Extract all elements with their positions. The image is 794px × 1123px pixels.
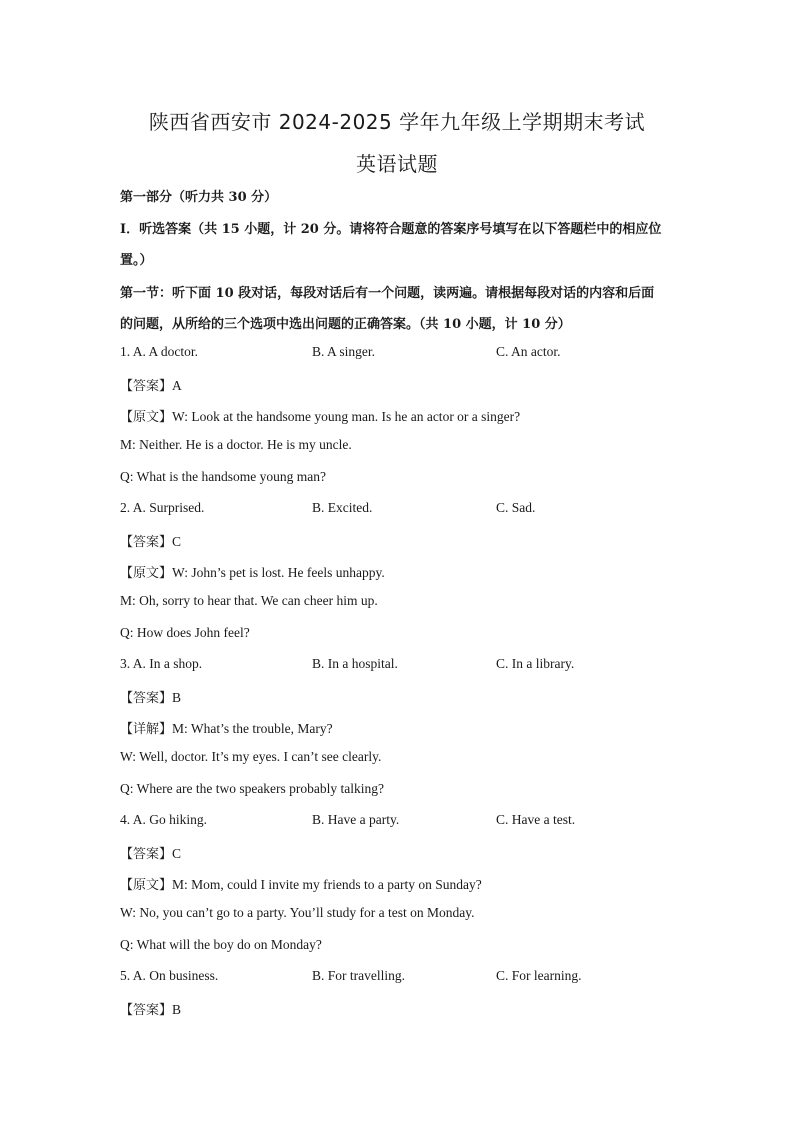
transcript-tag: 【原文】 [120, 410, 173, 425]
q2-question-line: Q: How does John feel? [120, 625, 250, 640]
q2-option-c: C. Sad. [496, 500, 536, 515]
q4-option-a: 4. A. Go hiking. [120, 812, 208, 827]
section-heading-line2: 置。） [120, 253, 153, 268]
q1-option-a: 1. A. A doctor. [120, 344, 199, 359]
q1-transcript-line2: M: Neither. He is a doctor. He is my uncle. [120, 437, 352, 452]
answer-value: A [172, 378, 182, 393]
q4-answer [120, 843, 181, 862]
q2-option-a: 2. A. Surprised. [120, 500, 205, 515]
q5-option-b: B. For travelling. [312, 968, 405, 983]
q3-option-c: C. In a library. [496, 656, 575, 671]
q1-transcript-line1 [120, 406, 520, 425]
answer-tag: 【答案】 [120, 847, 173, 862]
q3-option-b: B. In a hospital. [312, 656, 398, 671]
answer-value: C [172, 846, 182, 861]
answer-tag: 【答案】 [120, 535, 173, 550]
q1-question-line: Q: What is the handsome young man? [120, 469, 326, 484]
q1-answer [120, 375, 182, 394]
q2-transcript-line2: M: Oh, sorry to hear that. We can cheer him up. [120, 593, 378, 608]
q2-answer [120, 531, 181, 550]
q2-transcript-line1 [120, 562, 385, 581]
q4-option-b: B. Have a party. [312, 812, 400, 827]
section-heading-line1: I．听选答案（共 15 小题，计 20 分。请将符合题意的答案序号填写在以下答题栏中的相应位 [120, 222, 662, 237]
transcript-text: W: John’s pet is lost. He feels unhappy. [172, 565, 385, 580]
answer-value: B [172, 1002, 182, 1017]
answer-value: B [172, 690, 182, 705]
q4-transcript-line2: W: No, you can’t go to a party. You’ll study for a test on Monday. [120, 905, 475, 920]
page-title: 陕西省西安市 2024-2025 学年九年级上学期期末考试 [148, 110, 646, 134]
q1-option-b: B. A singer. [312, 344, 376, 359]
answer-tag: 【答案】 [120, 691, 173, 706]
transcript-tag: 【原文】 [120, 566, 173, 581]
transcript-text: M: What’s the trouble, Mary? [172, 721, 333, 736]
q3-transcript-line2: W: Well, doctor. It’s my eyes. I can’t see clearly. [120, 749, 382, 764]
transcript-text: W: Look at the handsome young man. Is he an actor or a singer? [172, 409, 521, 424]
answer-tag: 【答案】 [120, 1003, 173, 1018]
q5-answer [120, 999, 181, 1018]
q3-answer [120, 687, 181, 706]
part-heading: 第一部分（听力共 30 分） [120, 190, 278, 205]
explanation-tag: 【详解】 [120, 722, 173, 737]
q2-option-b: B. Excited. [312, 500, 373, 515]
instruction-line2: 的问题，从所给的三个选项中选出问题的正确答案。（共 10 小题，计 10 分） [120, 317, 571, 332]
q3-option-a: 3. A. In a shop. [120, 656, 203, 671]
q4-question-line: Q: What will the boy do on Monday? [120, 937, 322, 952]
q1-option-c: C. An actor. [496, 344, 561, 359]
answer-tag: 【答案】 [120, 379, 173, 394]
q4-transcript-line1 [120, 874, 482, 893]
transcript-text: M: Mom, could I invite my friends to a party on Sunday? [172, 877, 482, 892]
q5-option-c: C. For learning. [496, 968, 582, 983]
q3-question-line: Q: Where are the two speakers probably talking? [120, 781, 385, 796]
page-subtitle: 英语试题 [356, 152, 438, 176]
q5-option-a: 5. A. On business. [120, 968, 219, 983]
transcript-tag: 【原文】 [120, 878, 173, 893]
q4-option-c: C. Have a test. [496, 812, 576, 827]
q3-transcript-line1 [120, 718, 333, 737]
instruction-line1: 第一节：听下面 10 段对话，每段对话后有一个问题，读两遍。请根据每段对话的内容和后面 [120, 286, 655, 301]
answer-value: C [172, 534, 182, 549]
